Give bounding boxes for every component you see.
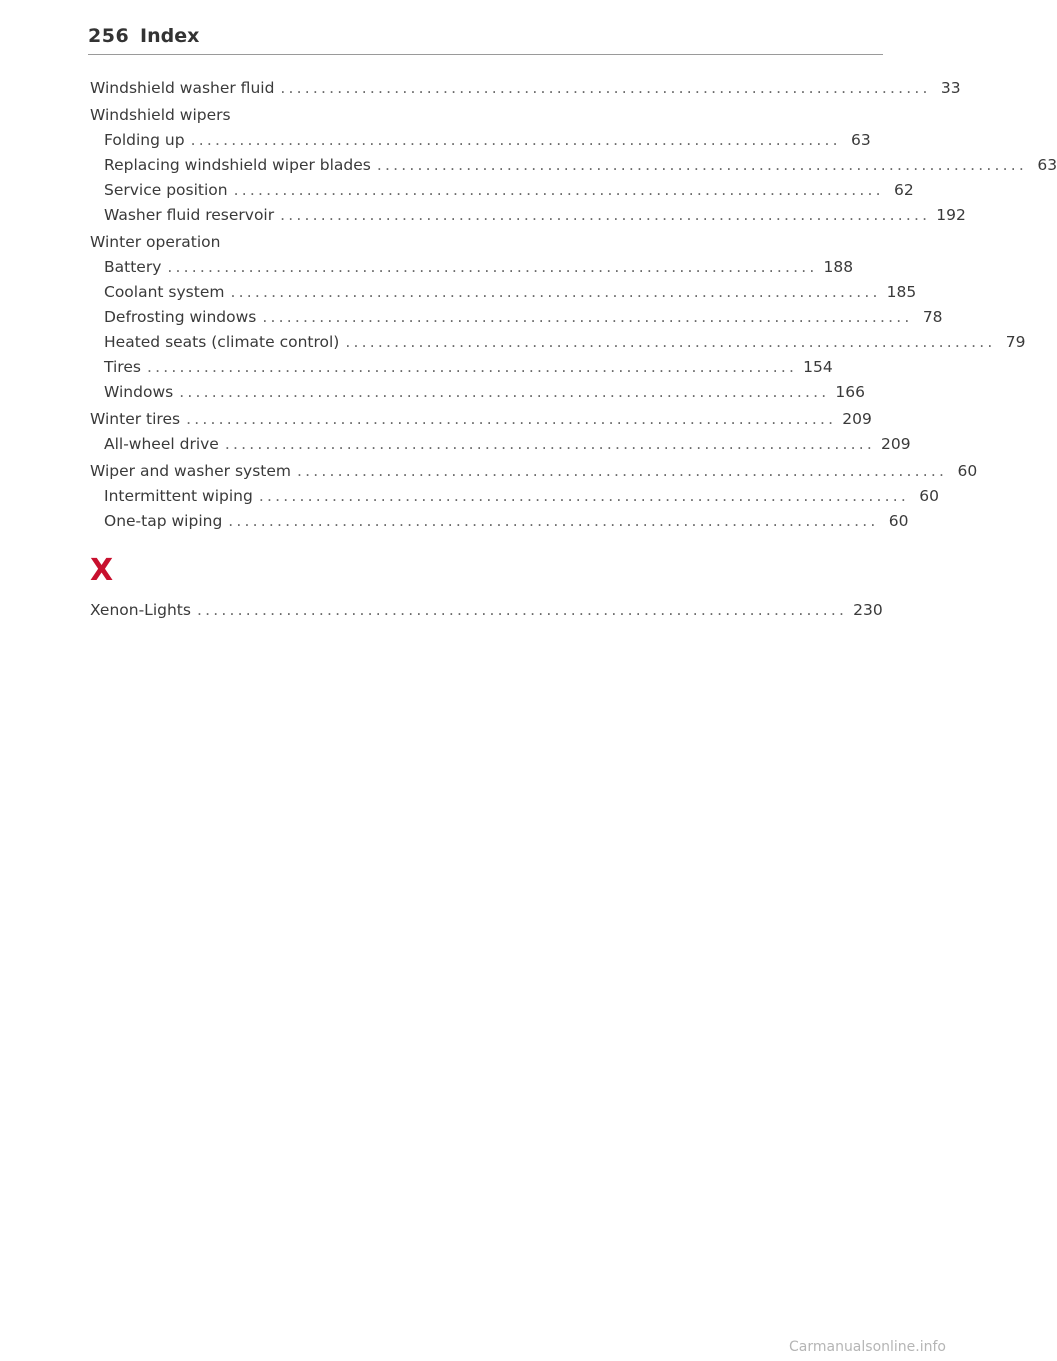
index-entry [90,178,914,203]
index-entry-label: Winter operation [90,233,221,251]
page-header [88,24,883,55]
page-number: 256 [88,25,130,47]
index-entry-label: Xenon-Lights [90,601,191,619]
index-entry-page: 154 [803,358,833,376]
index-entry-page: 79 [1005,333,1026,351]
index-entry-label: Windshield wipers [90,106,231,124]
dot-leader: ................................................................................ [297,462,948,480]
index-entry [90,407,872,432]
index-entry-label: Winter tires [90,410,181,428]
index-column [90,76,1057,623]
index-entry [90,459,978,484]
index-entry-page: 209 [881,435,911,453]
index-entry-label: Wiper and washer system [90,462,292,480]
dot-leader: ................................................................................ [167,258,818,276]
page-title: Index [140,25,200,47]
index-entry [90,305,943,330]
index-entry-label: Heated seats (climate control) [104,333,340,351]
dot-leader: ................................................................................ [190,131,841,149]
index-entry [90,153,1057,178]
index-entry-label: One-tap wiping [104,512,223,530]
index-entry-label: Windshield washer fluid [90,79,275,97]
section-letter-x: X [90,553,114,588]
index-entry [90,280,917,305]
index-entry-label: Service position [104,181,228,199]
index-entry [90,484,939,509]
dot-leader: ................................................................................ [196,601,848,619]
index-entry-page: 166 [835,383,865,401]
index-entry-label: Washer fluid reservoir [104,206,275,224]
index-entry [90,203,966,228]
index-entry [90,255,854,280]
dot-leader: ................................................................................ [280,206,931,224]
index-entry-label: Folding up [104,131,185,149]
dot-leader: ................................................................................ [224,435,876,453]
index-entry [90,598,883,623]
dot-leader: ................................................................................ [228,512,879,530]
index-entry-page: 230 [853,601,883,619]
index-entry-page: 33 [940,79,961,97]
dot-leader: ................................................................................ [262,308,913,326]
dot-leader: ................................................................................ [233,181,884,199]
index-entry-label: All-wheel drive [104,435,219,453]
index-entry-page: 209 [842,410,872,428]
watermark: Carmanualsonline.info [788,1339,946,1355]
index-entry [90,355,833,380]
dot-leader: ................................................................................ [258,487,909,505]
dot-leader: ................................................................................ [179,383,830,401]
index-entry [90,432,911,457]
index-entry [90,230,464,255]
dot-leader: ................................................................................ [376,156,1028,174]
index-entry [90,380,865,405]
index-entry [90,103,464,128]
index-entry-label: Replacing windshield wiper blades [104,156,371,174]
index-entry-page: 62 [894,181,914,199]
index-section-x [90,598,883,623]
index-section-w [90,76,1057,534]
index-entry [90,509,909,534]
index-entry-page: 60 [957,462,978,480]
dot-leader: ................................................................................ [280,79,931,97]
index-entry [90,330,1026,355]
index-entry-label: Defrosting windows [104,308,257,326]
index-entry [90,128,871,153]
index-entry-page: 78 [922,308,943,326]
index-entry-label: Coolant system [104,283,225,301]
dot-leader: ................................................................................ [230,283,881,301]
index-entry-page: 63 [1037,156,1057,174]
dot-leader: ................................................................................ [186,410,837,428]
index-entry-label: Tires [104,358,141,376]
index-entry-page: 185 [886,283,917,301]
index-entry-page: 60 [888,512,909,530]
index-entry-label: Battery [104,258,162,276]
index-entry-page: 188 [823,258,854,276]
index-entry-page: 60 [919,487,939,505]
dot-leader: ................................................................................ [146,358,798,376]
index-entry-page: 192 [936,206,966,224]
index-entry-label: Windows [104,383,174,401]
index-entry-label: Intermittent wiping [104,487,253,505]
index-entry-page: 63 [851,131,871,149]
index-entry [90,76,961,101]
dot-leader: ................................................................................ [345,333,996,351]
